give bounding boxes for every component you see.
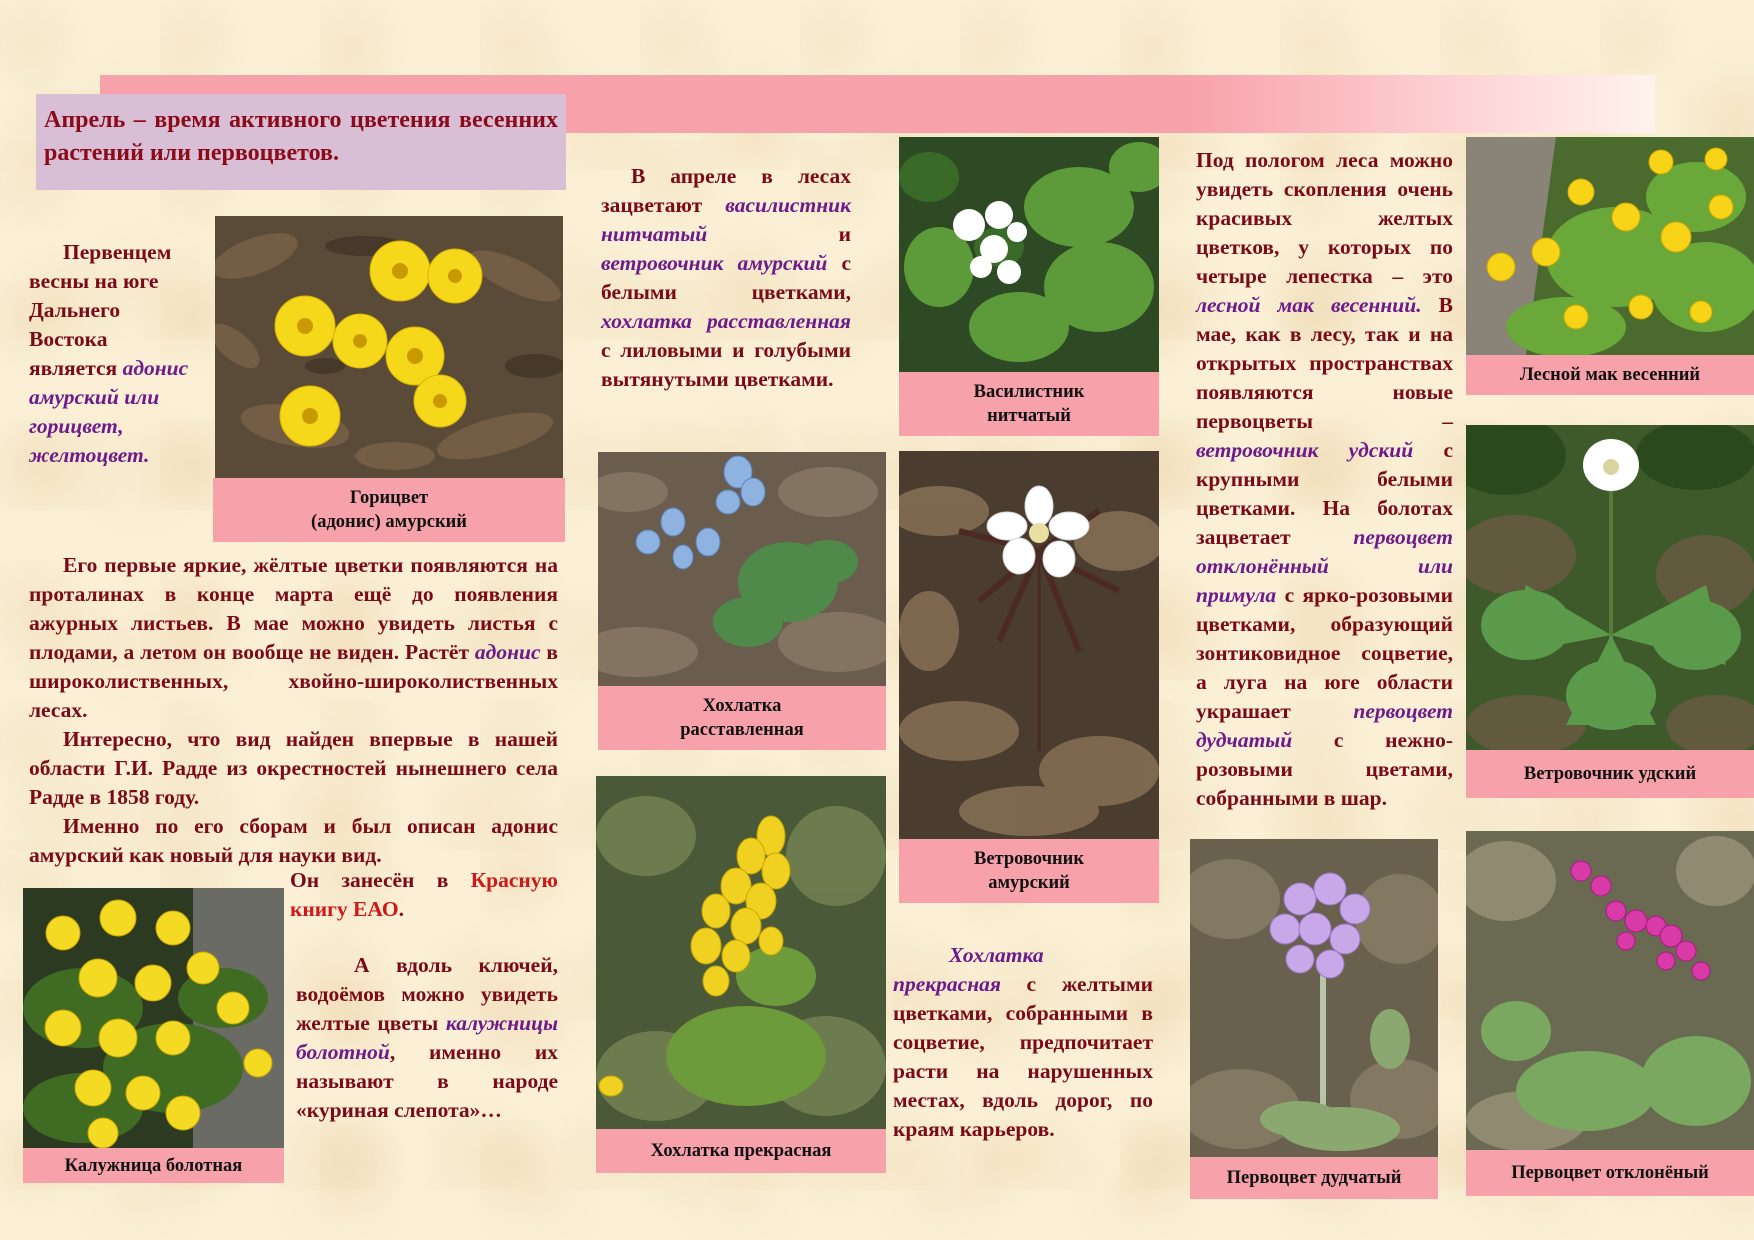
caption-pervocvet-dudch: [1190, 1157, 1438, 1199]
adonis-para-2: Интересно, что вид найден впервые в нашей области Г.И. Радде из окрестностей нынешнего села Радде в 1858 году.: [29, 727, 558, 809]
species-vetrovochnik-udskiy: ветровочник удский: [1196, 438, 1414, 462]
kaluzhnica-text: [296, 951, 558, 1125]
caption-vasilistnik-line1: Василистник: [973, 382, 1085, 402]
col2-text-a: В апреле в лесах зацветают: [601, 164, 851, 217]
caption-pervocvet-dudch-label: Первоцвет дудчатый: [1226, 1168, 1402, 1188]
photo-pervocvet-otkl: [1466, 831, 1754, 1150]
adonis-para-1-a: Его первые яркие, жёлтые цветки появляются на проталинах в конце марта ещё до появления ажурных листьев. В мае можно увидеть листья с плодами, а летом он вообще не виден. Растёт: [29, 553, 558, 664]
photo-pervocvet-dudch: [1190, 839, 1438, 1157]
redbook-text: [290, 866, 558, 924]
caption-vetrovochnik-amur-line1: Ветровочник: [974, 849, 1084, 869]
species-les-mak: лесной мак весенний.: [1196, 293, 1422, 317]
col4-text-c: с крупными белыми цветками. На болотах зацветает: [1196, 438, 1453, 549]
col4-text: [1196, 146, 1453, 813]
hohlatka-prekr-text: [893, 941, 1153, 1144]
photo-kaluzhnica: [23, 888, 284, 1148]
col4-text-d: с ярко-розовыми цветками, образующий зонтиковидное соцветие, а луга на юге области украшает: [1196, 583, 1453, 723]
redbook-c: .: [398, 897, 404, 921]
caption-vasilistnik: [899, 372, 1159, 436]
species-vetrovochnik-amur: ветровочник амурский: [601, 251, 828, 275]
adonis-para-1: [29, 551, 558, 725]
caption-hohlatka-prekr-label: Хохлатка прекрасная: [650, 1141, 832, 1161]
hohlatka-prekr-desc: с желтыми цветками, собранными в соцветие, предпочитает расти на нарушенных местах, вдоль дорог, по краям карьеров.: [893, 972, 1153, 1141]
caption-hohlatka-rasst-line1: Хохлатка: [702, 696, 782, 716]
adonis-para-1-b: в широколиственных, хвойно-широколиственных лесах.: [29, 640, 558, 722]
caption-hohlatka-prekr: [596, 1129, 886, 1173]
caption-pervocvet-otkl: [1466, 1150, 1754, 1196]
photo-vetrovochnik-udskiy: [1466, 425, 1754, 750]
caption-goricvet-line2: (адонис) амурский: [311, 512, 467, 532]
col2-text-b: и: [707, 222, 851, 246]
adonis-paragraphs: [29, 551, 558, 870]
caption-vetrovochnik-udskiy: [1466, 750, 1754, 798]
photo-hohlatka-prekr: [596, 776, 886, 1129]
species-adonis: адонис амурский или горицвет, желтоцвет.: [29, 356, 189, 467]
kaluzhnica-text-b: , именно их называют в народе «куриная слепота»…: [296, 1040, 558, 1122]
caption-goricvet-line1: Горицвет: [349, 488, 429, 508]
caption-vetrovochnik-amur: [899, 839, 1159, 903]
species-pervocvet-dudch: первоцвет дудчатый: [1196, 699, 1453, 752]
col2-text: [601, 162, 851, 394]
caption-pervocvet-otkl-label: Первоцвет отклонёный: [1511, 1163, 1709, 1183]
photo-les-mak: [1466, 137, 1754, 355]
species-hohlatka-rasst: хохлатка расставленная: [601, 309, 851, 333]
photo-goricvet: [215, 216, 563, 478]
adonis-para-3: Именно по его сборам и был описан адонис амурский как новый для науки вид.: [29, 814, 558, 867]
col4-text-a: Под пологом леса можно увидеть скопления очень красивых желтых цветков, у которых по четыре лепестка – это: [1196, 148, 1453, 288]
intro-text: [29, 238, 191, 470]
caption-les-mak: [1466, 355, 1754, 395]
species-adonis-inline: адонис: [474, 640, 541, 664]
caption-kaluzhnica: [23, 1148, 284, 1183]
photo-vetrovochnik-amur: [899, 451, 1159, 839]
page-title: Апрель – время активного цветения весенних растений или первоцветов.: [36, 94, 566, 190]
photo-hohlatka-rasst: [598, 452, 886, 686]
caption-hohlatka-rasst-line2: расставленная: [680, 720, 804, 740]
photo-vasilistnik: [899, 137, 1159, 372]
species-pervocvet-otkl: первоцвет отклонённый или примула: [1196, 525, 1453, 607]
redbook-link: Красную книгу ЕАО: [290, 868, 558, 921]
col2-text-c: с белыми цветками,: [601, 251, 851, 304]
caption-vetrovochnik-udskiy-label: Ветровочник удский: [1523, 764, 1697, 784]
kaluzhnica-text-a: А вдоль ключей, водоёмов можно увидеть желтые цветы: [296, 953, 558, 1035]
caption-kaluzhnica-label: Калужница болотная: [64, 1155, 243, 1176]
intro-lead: Первенцем весны на юге Дальнего Востока является: [29, 240, 172, 380]
col2-text-d: с лиловыми и голубыми вытянутыми цветками.: [601, 338, 851, 391]
col4-text-e: с нежно-розовыми цветами, собранными в шар.: [1196, 728, 1453, 810]
caption-goricvet: [213, 478, 565, 542]
col4-text-b: В мае, как в лесу, так и на открытых пространствах появляются новые первоцветы –: [1196, 293, 1453, 433]
caption-vasilistnik-line2: нитчатый: [987, 406, 1071, 426]
caption-les-mak-label: Лесной мак весенний: [1519, 365, 1701, 385]
redbook-a: Он занесён в: [290, 868, 471, 892]
caption-vetrovochnik-amur-line2: амурский: [988, 873, 1070, 893]
caption-hohlatka-rasst: [598, 686, 886, 750]
species-kaluzhnica: калужницы болотной: [296, 1011, 558, 1064]
species-vasilistnik: василистник нитчатый: [601, 193, 851, 246]
species-hohlatka-prekr: Хохлатка прекрасная: [893, 943, 1044, 996]
